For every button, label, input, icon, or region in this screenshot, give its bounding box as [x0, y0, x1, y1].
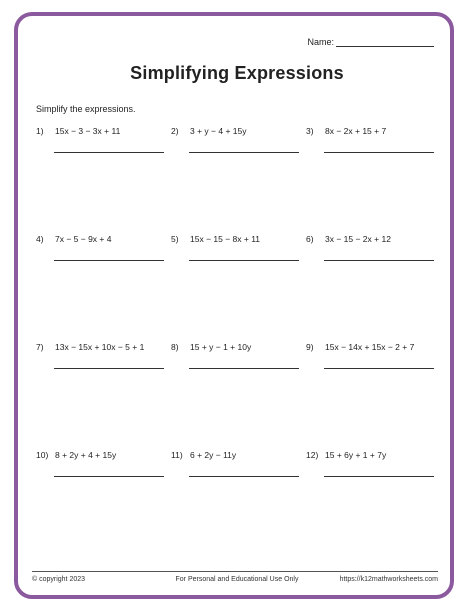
- answer-line[interactable]: [324, 260, 434, 261]
- problem-expression: 3x − 15 − 2x + 12: [325, 234, 391, 244]
- problem-expression: 15x − 3 − 3x + 11: [55, 126, 121, 136]
- problem-number: 2): [171, 126, 179, 136]
- problem-expression: 7x − 5 − 9x + 4: [55, 234, 112, 244]
- problem-number: 3): [306, 126, 314, 136]
- problem-expression: 15x − 15 − 8x + 11: [190, 234, 261, 244]
- problem-10: [36, 450, 166, 490]
- footer-divider: [32, 571, 438, 572]
- footer-copyright: © copyright 2023: [32, 576, 86, 583]
- problem-number: 1): [36, 126, 44, 136]
- problem-6: [306, 234, 436, 274]
- answer-line[interactable]: [54, 368, 164, 369]
- problem-7: [36, 342, 166, 382]
- problem-expression: 15 + y − 1 + 10y: [190, 342, 252, 352]
- problem-expression: 8x − 2x + 15 + 7: [325, 126, 387, 136]
- answer-line[interactable]: [54, 476, 164, 477]
- name-label: Name:: [307, 37, 334, 47]
- name-field: [307, 36, 434, 47]
- instructions: Simplify the expressions.: [36, 104, 136, 114]
- answer-line[interactable]: [189, 152, 299, 153]
- problem-12: [306, 450, 436, 490]
- problem-2: [171, 126, 301, 166]
- problem-number: 11): [171, 450, 183, 460]
- problem-9: [306, 342, 436, 382]
- problem-number: 6): [306, 234, 314, 244]
- problem-expression: 3 + y − 4 + 15y: [190, 126, 247, 136]
- answer-line[interactable]: [54, 260, 164, 261]
- problem-number: 4): [36, 234, 44, 244]
- problem-4: [36, 234, 166, 274]
- problem-5: [171, 234, 301, 274]
- name-blank-line[interactable]: [336, 36, 434, 47]
- footer-usage: For Personal and Educational Use Only: [175, 576, 299, 583]
- worksheet-title: Simplifying Expressions: [130, 63, 344, 83]
- problem-number: 12): [306, 450, 319, 460]
- problem-expression: 6 + 2y − 11y: [190, 450, 237, 460]
- problem-number: 10): [36, 450, 49, 460]
- problem-expression: 8 + 2y + 4 + 15y: [55, 450, 117, 460]
- problem-3: [306, 126, 436, 166]
- answer-line[interactable]: [189, 260, 299, 261]
- problem-number: 5): [171, 234, 179, 244]
- answer-line[interactable]: [189, 368, 299, 369]
- problem-11: [171, 450, 301, 490]
- problem-number: 7): [36, 342, 44, 352]
- problem-8: [171, 342, 301, 382]
- answer-line[interactable]: [324, 152, 434, 153]
- answer-line[interactable]: [189, 476, 299, 477]
- problem-number: 8): [171, 342, 179, 352]
- worksheet-frame: [14, 12, 454, 599]
- answer-line[interactable]: [54, 152, 164, 153]
- problem-number: 9): [306, 342, 314, 352]
- problem-expression: 13x − 15x + 10x − 5 + 1: [55, 342, 145, 352]
- answer-line[interactable]: [324, 368, 434, 369]
- problem-expression: 15x − 14x + 15x − 2 + 7: [325, 342, 415, 352]
- answer-line[interactable]: [324, 476, 434, 477]
- footer-website-link[interactable]: https://k12mathworksheets.com: [339, 576, 438, 583]
- problem-expression: 15 + 6y + 1 + 7y: [325, 450, 387, 460]
- problem-1: [36, 126, 166, 166]
